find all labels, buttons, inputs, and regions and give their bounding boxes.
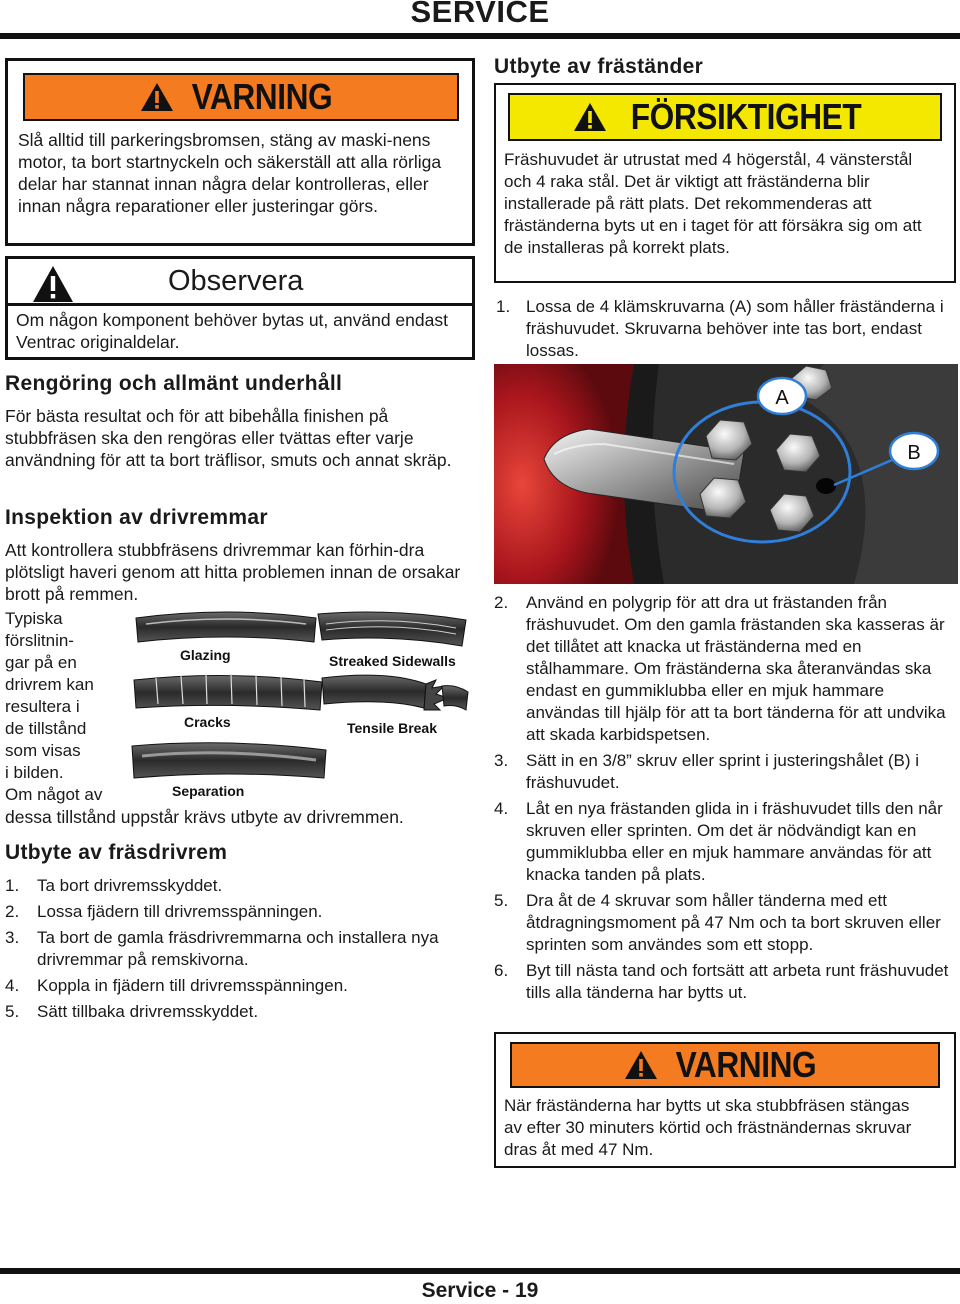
notice-rule — [8, 303, 472, 306]
inspection-tail-text: dessa tillstånd uppstår krävs utbyte av drivremmen. — [5, 807, 404, 827]
list-item — [5, 975, 465, 997]
warning-text: Slå alltid till parkeringsbromsen, stäng av maski-nens motor, ta bort startnyckeln och säkerställ att alla rörliga delar har stannat innan några delar kontrolleras, eller innan några reparationer eller justeringar görs. — [18, 130, 442, 216]
step-number: 6. — [494, 961, 509, 980]
list-item — [5, 875, 465, 897]
step-text: Sätt tillbaka drivremsskyddet. — [37, 1002, 259, 1021]
inspection-side-text — [5, 608, 125, 806]
caution-banner — [508, 93, 942, 141]
caution-text: Fräshuvudet är utrustat med 4 högerstål, 4 vänsterstål och 4 raka stål. Det är viktigt att fräständerna blir installerade på rätt plats. Det rekommenderas att fräständerna byts ut en i taget för att försäkra sig om att de installeras på korrekt plats. — [504, 150, 922, 257]
notice-text: Om någon komponent behöver bytas ut, använd endast Ventrac originaldelar. — [16, 310, 448, 352]
belt-wear-illustration — [126, 606, 476, 806]
notice-box — [5, 256, 475, 360]
side-line: gar på en — [5, 653, 77, 672]
footer-rule — [0, 1268, 960, 1274]
header-rule — [0, 33, 960, 39]
step-number: 3. — [494, 751, 509, 770]
list-item — [494, 750, 956, 794]
belt-label-separation: Separation — [172, 783, 245, 799]
step-text: Koppla in fjädern till drivremsspänningen. — [37, 976, 348, 995]
step-number: 3. — [5, 928, 20, 947]
step-number: 5. — [494, 891, 509, 910]
list-item — [5, 1001, 465, 1023]
warning-box-bottom — [494, 1032, 956, 1168]
step-number: 1. — [496, 297, 511, 316]
section-heading-inspection: Inspektion av drivremmar — [5, 506, 268, 529]
warning-banner — [510, 1042, 940, 1088]
belt-label-streaked: Streaked Sidewalls — [329, 653, 456, 669]
step-text: Använd en polygrip för att dra ut frästanden från fräshuvudet. Om den gamla frästanden ska kasseras är det tillåtet att knacka ut fräständerna med en stålhammare. Om fräständerna ska återanvändas ska endast en gummiklubba eller en mjuk hammare användas till hjälp för att ta bort tänderna för att undvika att skada karbidspetsen. — [526, 593, 946, 744]
notice-label: Observera — [168, 265, 304, 297]
photo-label-a: A — [775, 387, 789, 409]
side-line: de tillstånd — [5, 719, 87, 738]
step-number: 4. — [5, 976, 20, 995]
warning-triangle-icon — [140, 82, 174, 112]
inspection-text: Att kontrollera stubbfräsens drivremmar kan förhin-dra plötsligt haveri genom att hitta problemen innan de orsakar brott på remmen. — [5, 540, 461, 604]
belt-label-glazing: Glazing — [180, 647, 231, 663]
warning-triangle-icon — [32, 265, 74, 303]
side-line: Typiska — [5, 609, 63, 628]
step-text: Lossa fjädern till drivremsspänningen. — [37, 902, 323, 921]
step-text: Låt en nya frästanden glida in i fräshuvudet tills den når skruven eller sprinten. Om det är nödvändigt kan en gummiklubba eller en mjuk hammare användas för att knacka tanden på plats. — [526, 799, 943, 884]
list-item — [494, 890, 956, 956]
warning-triangle-icon — [624, 1050, 658, 1080]
section-heading-cleaning: Rengöring och allmänt underhåll — [5, 372, 343, 395]
step-text: Lossa de 4 klämskruvarna (A) som håller fräständerna i fräshuvudet. Skruvarna behöver inte tas bort, endast lossas. — [526, 297, 944, 360]
list-item — [494, 960, 956, 1004]
step-number: 2. — [5, 902, 20, 921]
belt-label-tensile: Tensile Break — [347, 720, 438, 736]
belt-label-cracks: Cracks — [184, 714, 231, 730]
step-number: 5. — [5, 1002, 20, 1021]
caution-label: FÖRSIKTIGHET — [630, 96, 862, 137]
side-line: resultera i — [5, 697, 80, 716]
step-number: 1. — [5, 876, 20, 895]
list-item — [5, 901, 465, 923]
section-heading-belt-replace: Utbyte av fräsdrivrem — [5, 841, 228, 864]
side-line: drivrem kan — [5, 675, 94, 694]
warning-label: VARNING — [191, 76, 333, 117]
belt-replace-steps — [5, 875, 465, 1023]
side-line: i bilden. — [5, 763, 64, 782]
cutter-head-photo — [494, 364, 958, 584]
cutter-head-illustration — [494, 364, 958, 584]
belt-streaked-sidewalls — [318, 612, 466, 646]
belt-tensile-break — [322, 675, 468, 710]
caution-box — [494, 83, 956, 283]
belt-cracks — [134, 674, 322, 710]
teeth-step-1 — [494, 296, 956, 362]
warning-triangle-icon — [573, 102, 607, 132]
side-line: som visas — [5, 741, 81, 760]
warning-box-top — [5, 58, 475, 246]
step-text: Ta bort drivremsskyddet. — [37, 876, 223, 895]
warning-text: När fräständerna har bytts ut ska stubbfräsen stängas av efter 30 minuters körtid och frästnändernas skruvar dras åt med 47 Nm. — [504, 1096, 912, 1159]
page-header-title: SERVICE — [410, 0, 550, 29]
warning-label: VARNING — [675, 1044, 817, 1085]
step-number: 2. — [494, 593, 509, 612]
page-number: Service - 19 — [421, 1279, 539, 1302]
list-item — [5, 927, 465, 971]
step-number: 4. — [494, 799, 509, 818]
photo-label-b: B — [907, 442, 921, 464]
step-text: Sätt in en 3/8” skruv eller sprint i justeringshålet (B) i fräshuvudet. — [526, 751, 920, 792]
step-text: Byt till nästa tand och fortsätt att arbeta runt fräshuvudet tills alla tänderna har bytts ut. — [526, 961, 949, 1002]
side-line: Om något av — [5, 785, 103, 804]
side-line: förslitnin- — [5, 631, 74, 650]
teeth-steps — [494, 592, 956, 1004]
step-text: Dra åt de 4 skruvar som håller tänderna med ett åtdragningsmoment på 47 Nm och ta bort skruven eller sprinten som användes som ett stopp. — [526, 891, 941, 954]
warning-banner — [23, 73, 459, 121]
step-text: Ta bort de gamla fräsdrivremmarna och installera nya drivremmar på remskivorna. — [37, 928, 439, 969]
belt-glazing — [136, 612, 316, 642]
list-item — [494, 798, 956, 886]
section-heading-teeth: Utbyte av fräständer — [494, 55, 704, 78]
list-item — [494, 592, 956, 746]
cleaning-text: För bästa resultat och för att bibehålla finishen på stubbfräsen ska den rengöras eller tvättas efter varje användning för att ta bort träflisor, smuts och annat skräp. — [5, 406, 452, 470]
belt-separation — [132, 743, 326, 778]
